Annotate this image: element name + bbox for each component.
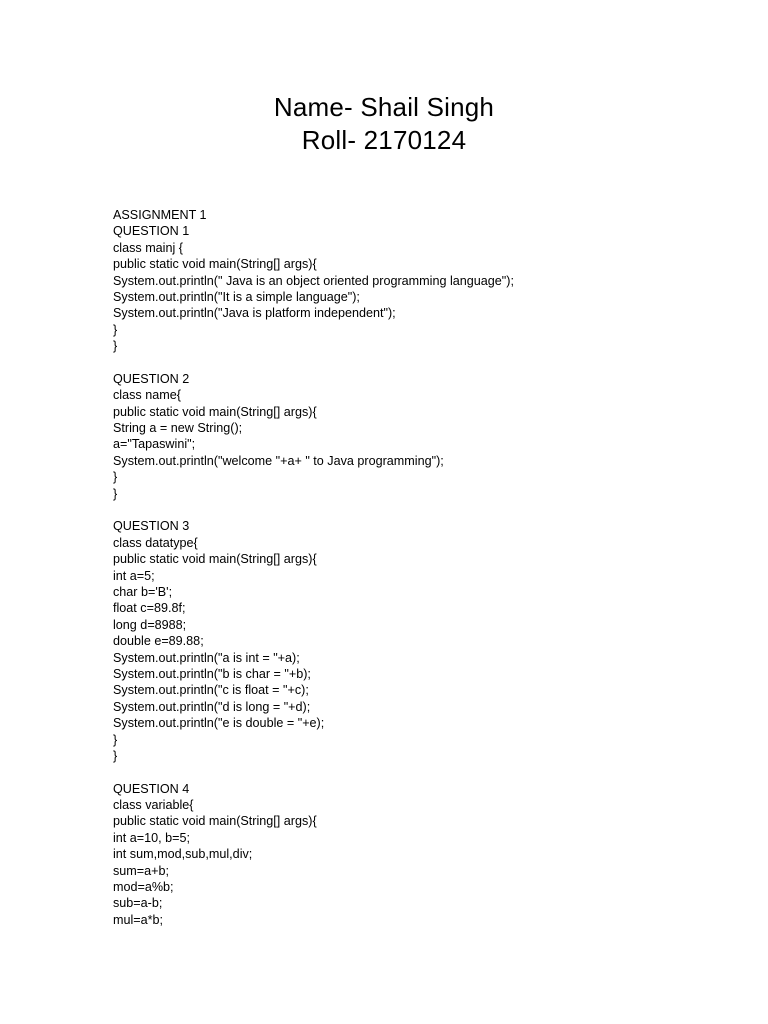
code-line: System.out.println("welcome "+a+ " to Java programming"); — [113, 453, 444, 468]
question-2 — [113, 371, 733, 502]
code-line: } — [113, 732, 118, 747]
code-line: } — [113, 339, 118, 354]
question-heading: QUESTION 1 — [113, 224, 190, 239]
assignment-title: ASSIGNMENT 1 — [113, 208, 207, 222]
question-1 — [113, 223, 733, 354]
code-line: double e=89.88; — [113, 634, 204, 649]
blank-line — [113, 355, 733, 371]
code-line: } — [113, 322, 118, 337]
blank-line — [113, 502, 733, 518]
code-line: char b='B'; — [113, 584, 173, 599]
question-4 — [113, 781, 733, 929]
code-line: int a=5; — [113, 568, 155, 583]
code-line: System.out.println("It is a simple language"); — [113, 289, 360, 304]
question-3 — [113, 518, 733, 764]
blank-line — [113, 764, 733, 780]
code-line: mul=a*b; — [113, 912, 164, 927]
code-line: a="Tapaswini"; — [113, 437, 196, 452]
document-header — [0, 91, 768, 157]
roll-number: Roll- 2170124 — [301, 125, 467, 155]
code-line: System.out.println("Java is platform independent"); — [113, 306, 396, 321]
question-heading: QUESTION 2 — [113, 371, 190, 386]
code-line: sum=a+b; — [113, 863, 170, 878]
code-line: mod=a%b; — [113, 880, 174, 895]
code-line: public static void main(String[] args){ — [113, 814, 317, 829]
code-line: class variable{ — [113, 798, 194, 813]
code-line: System.out.println("b is char = "+b); — [113, 666, 311, 681]
assignment-body — [113, 207, 733, 928]
student-name: Name- Shail Singh — [273, 92, 495, 122]
code-line: System.out.println("e is double = "+e); — [113, 716, 325, 731]
code-line: class mainj { — [113, 240, 183, 255]
code-line: class name{ — [113, 388, 181, 403]
code-line: System.out.println("a is int = "+a); — [113, 650, 300, 665]
code-line: float c=89.8f; — [113, 601, 186, 616]
code-line: public static void main(String[] args){ — [113, 552, 317, 567]
code-line: System.out.println(" Java is an object oriented programming language"); — [113, 273, 514, 288]
code-line: public static void main(String[] args){ — [113, 257, 317, 272]
code-line: String a = new String(); — [113, 421, 243, 436]
code-line: int a=10, b=5; — [113, 830, 191, 845]
code-line: sub=a-b; — [113, 896, 163, 911]
code-line: class datatype{ — [113, 535, 198, 550]
code-line: int sum,mod,sub,mul,div; — [113, 847, 253, 862]
code-line: System.out.println("c is float = "+c); — [113, 683, 309, 698]
code-line: long d=8988; — [113, 617, 187, 632]
code-line: } — [113, 748, 118, 763]
code-line: } — [113, 470, 118, 485]
question-heading: QUESTION 3 — [113, 519, 190, 534]
code-line: } — [113, 486, 118, 501]
code-line: System.out.println("d is long = "+d); — [113, 699, 311, 714]
question-heading: QUESTION 4 — [113, 781, 190, 796]
code-line: public static void main(String[] args){ — [113, 404, 317, 419]
